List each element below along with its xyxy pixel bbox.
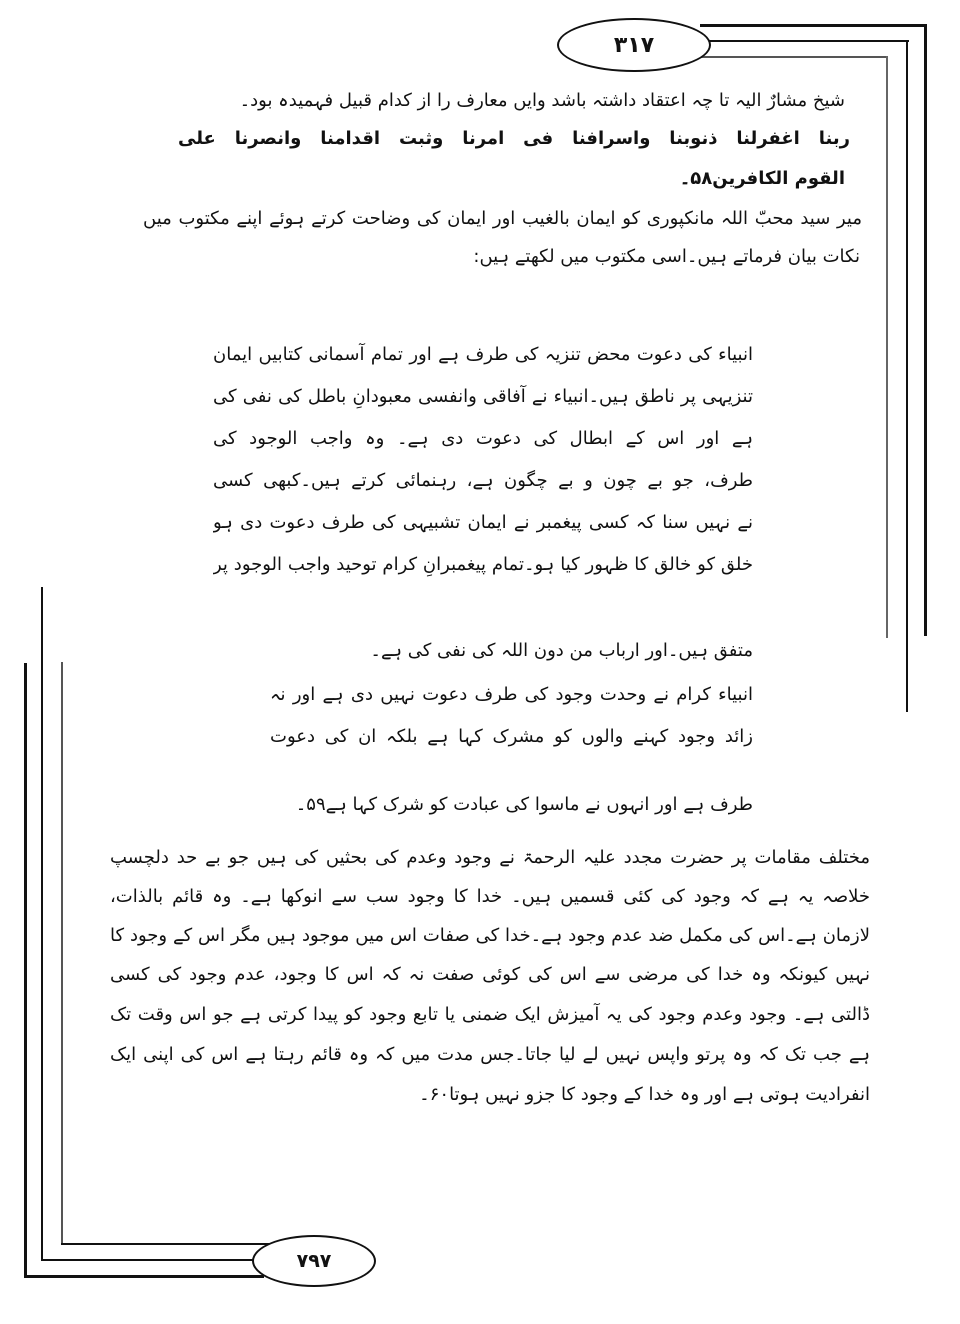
intro-line: نکات بیان فرماتے ہیں۔اسی مکتوب میں لکھتے ہیں: <box>473 246 860 267</box>
frame-right-outer <box>924 24 927 636</box>
page-number-top <box>557 18 711 72</box>
page-number-bottom <box>252 1235 376 1287</box>
quote-1-line: خلق کو خالق کا ظہور کیا ہو۔تمام پیغمبرانِ کرام توحید واجب الوجود پر <box>213 554 753 575</box>
quote-1-line: تنزیہی پر ناطق ہیں۔انبیاء نے آفاقی وانفسی معبودانِ باطل کی نفی کی <box>213 386 753 407</box>
frame-right-middle <box>906 40 908 712</box>
frame-bottom-inner <box>61 1243 271 1245</box>
frame-top-inner <box>700 56 888 58</box>
quote-1-line: نے نہیں سنا کہ کسی پیغمبر نے ایمان تشبیہی کی طرف دعوت دی ہو <box>213 512 753 533</box>
quote-1-line: انبیاء کی دعوت محض تنزیہ کی طرف ہے اور تمام آسمانی کتابیں ایمان <box>213 344 753 365</box>
paragraph-line: نہیں کیونکہ وہ خدا کی مرضی سے اس کی کوئی صفت نہ کہ اس کا وجود، عدم وجود کی کسی <box>110 964 870 985</box>
frame-left-middle <box>41 587 43 1261</box>
paragraph-line: ہے جب تک کہ وہ پرتو واپس نہیں لے لیا جاتا۔جس مدت میں کہ وہ قائم رہتا ہے اس کی اپنی ایک <box>110 1044 870 1065</box>
persian-quote-line: شیخ مشارٌ الیہ تا چہ اعتقاد داشتہ باشد وایں معارف را از کدام قبیل فہمیدہ بود۔ <box>239 90 845 111</box>
arabic-prayer-line: ربنا اغفرلنا ذنوبنا واسرافنا فی امرنا وثبت اقدامنا وانصرنا علی <box>178 128 850 149</box>
frame-bottom-middle <box>41 1259 261 1261</box>
quote-1-line: ہے اور اس کے ابطال کی دعوت دی ہے۔ وہ واجب الوجود کی <box>213 428 753 449</box>
quote-1-line: طرف، جو بے چون و بے چگون ہے، رہنمائی کرتے ہیں۔کبھی کسی <box>213 470 753 491</box>
paragraph-line: انفرادیت ہوتی ہے اور وہ خدا کے وجود کا جزو نہیں ہوتا۶۰۔ <box>419 1084 870 1105</box>
arabic-prayer-line: القوم الکافرین۵۸۔ <box>679 168 845 189</box>
frame-top-outer <box>700 24 927 27</box>
paragraph-line: مختلف مقامات پر حضرت مجدد علیہ الرحمۃ نے وجود وعدم کی بحثیں کی ہیں جو بے حد دلچسپ <box>110 847 870 868</box>
frame-top-middle <box>705 40 909 42</box>
frame-left-inner <box>61 662 63 1245</box>
paragraph-line: لازمان ہے۔اس کی مکمل ضد عدم وجود ہے۔خدا کی صفات اس میں موجود ہیں مگر اس کے وجود کا <box>110 925 870 946</box>
frame-left-outer <box>24 663 27 1277</box>
paragraph-line: خلاصہ یہ ہے کہ وجود کی کئی قسمیں ہیں۔ خدا کا وجود سب سے انوکھا ہے۔ وہ قائم بالذات، <box>110 886 870 907</box>
quote-1-line: متفق ہیں۔اور ارباب من دون اللہ کی نفی کی ہے۔ <box>370 640 753 661</box>
page-number-bottom-text: ۷۹۷ <box>296 1250 332 1272</box>
frame-bottom-outer <box>24 1275 264 1278</box>
paragraph-line: ڈالتی ہے۔ وجود وعدم وجود کی یہ آمیزش ایک ضمنی یا تابع وجود کو پیدا کرتی ہے جو اس وقت تک <box>110 1004 870 1025</box>
quote-2-line: طرف ہے اور انہوں نے ماسوا کی عبادت کو شرک کہا ہے۵۹۔ <box>295 794 753 815</box>
quote-2-line: زائد وجود کہنے والوں کو مشرک کہا ہے بلکہ ان کی دعوت <box>270 726 753 747</box>
page-number-top-text: ۳۱۷ <box>613 32 655 58</box>
frame-right-inner <box>886 56 888 638</box>
intro-line: میر سید محبّ اللہ مانکپوری کو ایمان بالغیب اور ایمان کی وضاحت کرتے ہوئے اپنے مکتوب میں <box>143 208 862 229</box>
quote-2-line: انبیاء کرام نے وحدت وجود کی طرف دعوت نہیں دی ہے اور نہ <box>270 684 753 705</box>
